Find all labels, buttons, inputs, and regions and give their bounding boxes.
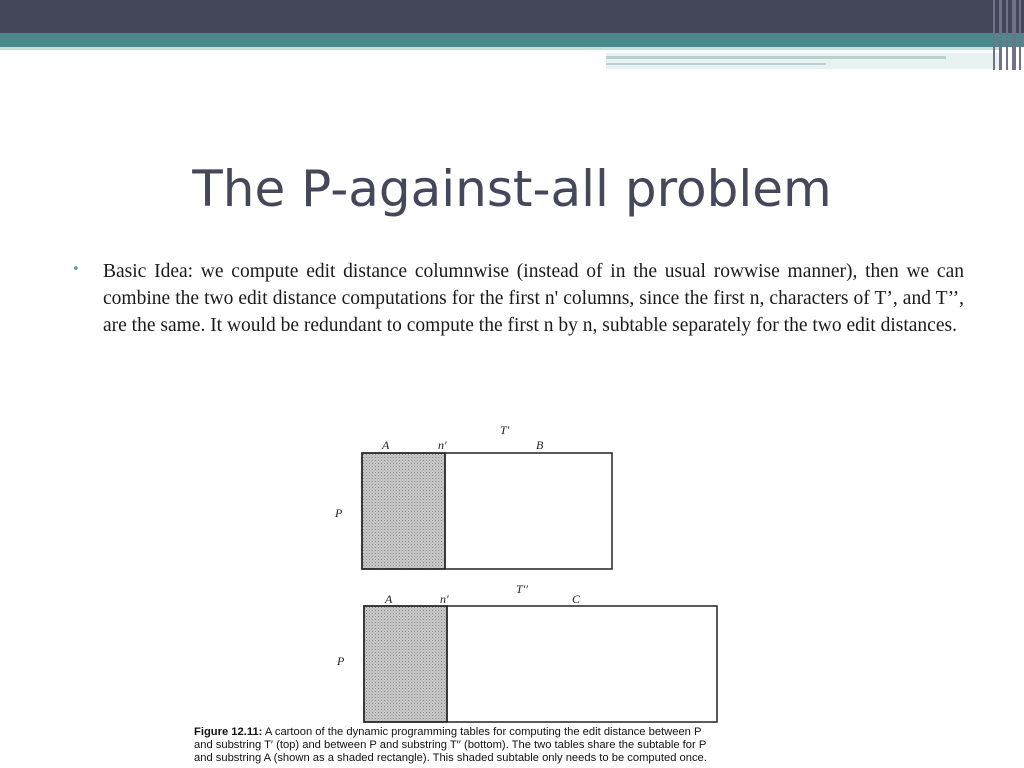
- top-B-label: B: [536, 438, 544, 452]
- header-dark-bar: [0, 0, 1024, 33]
- bottom-A-label: A: [385, 592, 393, 606]
- header-right-stripes: [991, 0, 1024, 70]
- bottom-C-label: C: [572, 592, 581, 606]
- header-accent-line: [606, 56, 946, 59]
- figure-diagram: [180, 415, 880, 725]
- top-shaded-subtable: [362, 453, 445, 569]
- top-T-label: T′: [500, 423, 510, 437]
- top-A-label: A: [382, 438, 390, 452]
- caption-line-2: and substring T′ (top) and between P and substring T′′ (bottom). The two tables share the subtable for P: [194, 739, 707, 751]
- bottom-T-label: T′′: [516, 582, 528, 596]
- bottom-shaded-subtable: [364, 606, 447, 722]
- caption-line-3: and substring A (shown as a shaded rectangle). This shaded subtable only needs to be computed once.: [194, 752, 707, 764]
- top-n-label: n′: [438, 438, 447, 452]
- bottom-n-label: n′: [440, 592, 449, 606]
- figure-caption: [194, 726, 874, 765]
- bullet-text: Basic Idea: we compute edit distance columnwise (instead of in the usual rowwise manner), then we can combine the two edit distance computations for the first n' columns, since the first n, characters of T’, and T’’, are the same. It would be redundant to compute the first n by n, subtable separately for the two edit distances.: [103, 261, 964, 336]
- figure: [180, 415, 880, 765]
- slide-title: The P-against-all problem: [192, 160, 832, 218]
- bottom-P-label: P: [337, 654, 345, 668]
- top-P-label: P: [335, 506, 343, 520]
- caption-label: Figure 12.11:: [194, 726, 263, 738]
- header-teal-bar: [0, 33, 1024, 47]
- header-accent-line-short: [606, 63, 826, 65]
- bullet-dot-icon: •: [72, 262, 80, 277]
- bullet-item: [72, 258, 964, 339]
- header-light-band: [0, 47, 1000, 50]
- caption-line-1: A cartoon of the dynamic programming tables for computing the edit distance between P: [264, 726, 702, 738]
